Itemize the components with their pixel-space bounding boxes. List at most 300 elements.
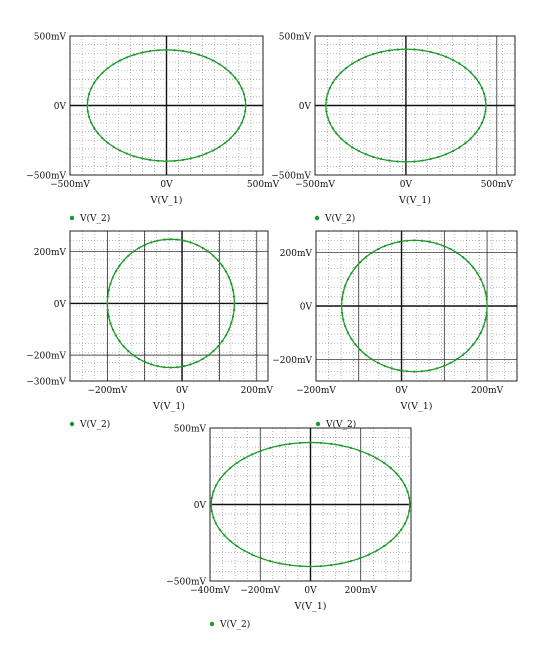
data-point bbox=[132, 354, 134, 356]
y-tick-label: −500mV bbox=[166, 577, 206, 588]
data-point bbox=[88, 116, 90, 118]
data-point bbox=[228, 328, 230, 330]
data-point bbox=[101, 72, 103, 74]
data-point bbox=[342, 319, 344, 321]
data-point bbox=[372, 53, 374, 55]
data-point bbox=[371, 358, 373, 360]
x-tick-label: −400mV bbox=[190, 586, 230, 596]
data-point bbox=[472, 343, 474, 345]
data-point bbox=[230, 282, 232, 284]
data-point bbox=[123, 259, 125, 261]
data-point bbox=[450, 362, 452, 364]
data-point bbox=[483, 93, 485, 95]
y-tick-label: −500mV bbox=[271, 171, 311, 182]
data-point bbox=[398, 241, 400, 243]
data-point bbox=[97, 132, 99, 134]
data-point bbox=[443, 245, 445, 247]
data-point bbox=[211, 497, 213, 499]
y-tick-label: 200mV bbox=[279, 248, 312, 259]
data-point bbox=[234, 77, 236, 79]
x-tick-label: 200mV bbox=[470, 386, 504, 396]
data-point bbox=[215, 523, 217, 525]
data-point bbox=[243, 549, 245, 551]
data-point bbox=[336, 76, 338, 78]
data-point bbox=[202, 358, 204, 360]
data-point bbox=[108, 316, 110, 318]
data-point bbox=[380, 51, 382, 53]
chart-panel-5 bbox=[166, 425, 411, 631]
data-point bbox=[170, 238, 172, 240]
data-point bbox=[344, 325, 346, 327]
data-point bbox=[229, 137, 231, 139]
data-point bbox=[229, 540, 231, 542]
data-point bbox=[482, 325, 484, 327]
data-point bbox=[462, 256, 464, 258]
legend-marker bbox=[70, 422, 74, 426]
data-point bbox=[144, 361, 146, 363]
x-axis-title: V(V_1) bbox=[399, 195, 431, 206]
data-point bbox=[430, 51, 432, 53]
data-point bbox=[243, 457, 245, 459]
legend-label: V(V_2) bbox=[326, 420, 357, 430]
data-point bbox=[182, 159, 184, 161]
data-point bbox=[437, 156, 439, 158]
data-point bbox=[260, 557, 262, 559]
data-point bbox=[388, 49, 390, 51]
data-point bbox=[452, 150, 454, 152]
data-point bbox=[358, 59, 360, 61]
legend-label: V(V_2) bbox=[80, 214, 111, 224]
data-point bbox=[486, 305, 488, 307]
data-point bbox=[132, 250, 134, 252]
data-point bbox=[225, 270, 227, 272]
data-point bbox=[115, 270, 117, 272]
data-point bbox=[141, 52, 143, 54]
y-tick-label: −200mV bbox=[272, 356, 312, 367]
data-point bbox=[467, 349, 469, 351]
data-point bbox=[380, 158, 382, 160]
data-point bbox=[244, 99, 246, 101]
data-point bbox=[212, 59, 214, 61]
data-point bbox=[329, 122, 331, 124]
data-point bbox=[340, 137, 342, 139]
data-point bbox=[365, 256, 367, 258]
y-tick-label: 500mV bbox=[278, 32, 311, 43]
data-point bbox=[309, 565, 311, 567]
data-point bbox=[207, 354, 209, 356]
data-point bbox=[279, 562, 281, 564]
data-point bbox=[340, 562, 342, 564]
data-point bbox=[368, 554, 370, 556]
data-point bbox=[413, 239, 415, 241]
data-point bbox=[400, 478, 402, 480]
data-point bbox=[106, 302, 108, 304]
data-point bbox=[269, 560, 271, 562]
data-point bbox=[190, 157, 192, 159]
data-point bbox=[325, 110, 327, 112]
data-point bbox=[480, 332, 482, 334]
data-point bbox=[233, 296, 235, 298]
data-point bbox=[183, 365, 185, 367]
x-tick-label: −200mV bbox=[87, 386, 128, 396]
data-point bbox=[149, 159, 151, 161]
data-point bbox=[299, 442, 301, 444]
data-point bbox=[190, 52, 192, 54]
data-point bbox=[341, 312, 343, 314]
data-point bbox=[398, 369, 400, 371]
data-point bbox=[327, 116, 329, 118]
data-point bbox=[365, 153, 367, 155]
data-point bbox=[182, 50, 184, 52]
data-point bbox=[93, 127, 95, 129]
data-point bbox=[470, 137, 472, 139]
x-tick-label: −200mV bbox=[240, 586, 281, 596]
x-axis-title: V(V_1) bbox=[153, 401, 185, 412]
data-point bbox=[217, 345, 219, 347]
data-point bbox=[481, 87, 483, 89]
data-point bbox=[476, 338, 478, 340]
data-point bbox=[359, 557, 361, 559]
data-point bbox=[157, 365, 159, 367]
data-point bbox=[365, 354, 367, 356]
chart-panel-2 bbox=[271, 33, 515, 225]
data-point bbox=[421, 159, 423, 161]
data-point bbox=[225, 334, 227, 336]
data-point bbox=[112, 328, 114, 330]
data-point bbox=[109, 282, 111, 284]
x-tick-label: 500mV bbox=[246, 180, 280, 190]
y-tick-label: 0V bbox=[53, 102, 66, 112]
data-point bbox=[174, 160, 176, 162]
y-tick-label: 200mV bbox=[33, 248, 66, 259]
data-point bbox=[456, 358, 458, 360]
data-point bbox=[245, 104, 247, 106]
data-point bbox=[107, 309, 109, 311]
data-point bbox=[377, 248, 379, 250]
data-point bbox=[126, 56, 128, 58]
data-point bbox=[486, 312, 488, 314]
data-point bbox=[112, 276, 114, 278]
data-point bbox=[428, 369, 430, 371]
data-point bbox=[345, 67, 347, 69]
x-tick-label: 0V bbox=[304, 586, 317, 596]
y-tick-label: 0V bbox=[193, 501, 206, 511]
data-point bbox=[371, 252, 373, 254]
data-point bbox=[163, 366, 165, 368]
data-point bbox=[218, 63, 220, 65]
data-point bbox=[88, 93, 90, 95]
data-point bbox=[218, 146, 220, 148]
data-point bbox=[359, 261, 361, 263]
y-tick-label: 500mV bbox=[173, 424, 206, 435]
data-point bbox=[376, 457, 378, 459]
data-point bbox=[476, 272, 478, 274]
data-point bbox=[486, 298, 488, 300]
data-point bbox=[351, 146, 353, 148]
data-point bbox=[325, 104, 327, 106]
data-point bbox=[133, 54, 135, 56]
data-point bbox=[372, 156, 374, 158]
data-point bbox=[480, 278, 482, 280]
y-tick-label: 500mV bbox=[33, 32, 66, 43]
data-point bbox=[408, 497, 410, 499]
data-point bbox=[107, 296, 109, 298]
data-point bbox=[133, 155, 135, 157]
y-tick-label: −200mV bbox=[26, 351, 66, 362]
data-point bbox=[109, 322, 111, 324]
data-point bbox=[112, 63, 114, 65]
data-point bbox=[101, 137, 103, 139]
data-point bbox=[144, 244, 146, 246]
data-point bbox=[299, 565, 301, 567]
data-point bbox=[413, 160, 415, 162]
data-point bbox=[243, 93, 245, 95]
data-point bbox=[474, 133, 476, 135]
data-point bbox=[230, 322, 232, 324]
data-point bbox=[421, 49, 423, 51]
data-point bbox=[408, 510, 410, 512]
x-axis-title: V(V_1) bbox=[400, 401, 433, 412]
data-point bbox=[359, 450, 361, 452]
data-point bbox=[196, 244, 198, 246]
data-point bbox=[390, 467, 392, 469]
data-point bbox=[232, 289, 234, 291]
data-point bbox=[436, 242, 438, 244]
data-point bbox=[251, 453, 253, 455]
x-tick-label: 0V bbox=[160, 180, 173, 190]
data-point bbox=[365, 56, 367, 58]
data-point bbox=[458, 146, 460, 148]
data-point bbox=[289, 443, 291, 445]
data-point bbox=[383, 545, 385, 547]
data-point bbox=[450, 248, 452, 250]
data-point bbox=[330, 564, 332, 566]
data-point bbox=[484, 110, 486, 112]
data-point bbox=[289, 564, 291, 566]
data-point bbox=[484, 291, 486, 293]
data-point bbox=[123, 345, 125, 347]
data-point bbox=[210, 503, 212, 505]
data-point bbox=[93, 82, 95, 84]
data-point bbox=[485, 104, 487, 106]
data-point bbox=[223, 472, 225, 474]
data-point bbox=[260, 450, 262, 452]
data-point bbox=[157, 160, 159, 162]
data-point bbox=[347, 278, 349, 280]
data-point bbox=[251, 554, 253, 556]
data-point bbox=[107, 67, 109, 69]
data-point bbox=[464, 142, 466, 144]
x-tick-label: 0V bbox=[175, 386, 189, 396]
data-point bbox=[127, 255, 129, 257]
data-point bbox=[345, 142, 347, 144]
data-point bbox=[229, 467, 231, 469]
data-point bbox=[238, 127, 240, 129]
data-point bbox=[436, 367, 438, 369]
chart-panel-4 bbox=[272, 231, 517, 430]
data-point bbox=[243, 116, 245, 118]
chart-panel-1 bbox=[26, 33, 279, 225]
legend-marker bbox=[70, 216, 74, 220]
data-point bbox=[404, 523, 406, 525]
data-point bbox=[229, 72, 231, 74]
data-point bbox=[176, 366, 178, 368]
y-tick-label: −500mV bbox=[26, 171, 66, 182]
data-point bbox=[205, 56, 207, 58]
data-point bbox=[354, 266, 356, 268]
data-point bbox=[400, 529, 402, 531]
data-point bbox=[456, 252, 458, 254]
data-point bbox=[320, 442, 322, 444]
y-tick-label: 0V bbox=[298, 102, 311, 112]
data-point bbox=[223, 534, 225, 536]
data-point bbox=[383, 462, 385, 464]
data-point bbox=[219, 529, 221, 531]
data-point bbox=[350, 338, 352, 340]
data-point bbox=[336, 133, 338, 135]
data-point bbox=[350, 560, 352, 562]
data-point bbox=[118, 265, 120, 267]
data-point bbox=[368, 453, 370, 455]
data-point bbox=[157, 49, 159, 51]
data-point bbox=[241, 87, 243, 89]
x-tick-label: 0V bbox=[395, 386, 408, 396]
data-point bbox=[462, 354, 464, 356]
legend-marker bbox=[315, 216, 319, 220]
data-point bbox=[196, 361, 198, 363]
y-tick-label: −300mV bbox=[26, 377, 66, 388]
x-tick-label: −500mV bbox=[295, 180, 335, 190]
data-point bbox=[354, 343, 356, 345]
data-point bbox=[212, 350, 214, 352]
data-point bbox=[478, 82, 480, 84]
data-point bbox=[205, 153, 207, 155]
data-point bbox=[376, 549, 378, 551]
data-point bbox=[189, 363, 191, 365]
x-tick-label: 200mV bbox=[240, 386, 273, 396]
data-point bbox=[149, 50, 151, 52]
data-point bbox=[211, 510, 213, 512]
data-point bbox=[341, 305, 343, 307]
data-point bbox=[150, 241, 152, 243]
data-point bbox=[212, 255, 214, 257]
data-point bbox=[421, 370, 423, 372]
data-point bbox=[176, 239, 178, 241]
data-point bbox=[421, 240, 423, 242]
data-point bbox=[241, 122, 243, 124]
data-point bbox=[212, 516, 214, 518]
data-point bbox=[391, 242, 393, 244]
data-point bbox=[332, 127, 334, 129]
data-point bbox=[198, 155, 200, 157]
data-point bbox=[234, 132, 236, 134]
data-point bbox=[238, 82, 240, 84]
data-point bbox=[198, 54, 200, 56]
data-point bbox=[330, 443, 332, 445]
data-point bbox=[87, 110, 89, 112]
data-point bbox=[484, 99, 486, 101]
data-point bbox=[233, 309, 235, 311]
data-point bbox=[483, 116, 485, 118]
data-point bbox=[107, 142, 109, 144]
x-tick-label: 0V bbox=[399, 180, 413, 190]
data-point bbox=[327, 93, 329, 95]
data-point bbox=[232, 316, 234, 318]
data-point bbox=[87, 99, 89, 101]
x-tick-label: 500mV bbox=[480, 180, 513, 190]
x-axis-title: V(V_1) bbox=[294, 601, 327, 612]
data-point bbox=[341, 298, 343, 300]
legend-label: V(V_2) bbox=[220, 620, 251, 630]
legend-label: V(V_2) bbox=[325, 214, 356, 224]
data-point bbox=[359, 349, 361, 351]
data-point bbox=[86, 104, 88, 106]
data-point bbox=[390, 540, 392, 542]
data-point bbox=[340, 444, 342, 446]
x-tick-label: −500mV bbox=[50, 180, 90, 190]
data-point bbox=[413, 48, 415, 50]
data-point bbox=[90, 87, 92, 89]
legend-label: V(V_2) bbox=[80, 420, 111, 430]
data-point bbox=[445, 153, 447, 155]
data-point bbox=[445, 56, 447, 58]
data-point bbox=[384, 245, 386, 247]
data-point bbox=[332, 82, 334, 84]
data-point bbox=[347, 332, 349, 334]
data-point bbox=[340, 71, 342, 73]
data-point bbox=[212, 491, 214, 493]
data-point bbox=[108, 289, 110, 291]
data-point bbox=[269, 447, 271, 449]
data-point bbox=[119, 59, 121, 61]
data-point bbox=[358, 150, 360, 152]
data-point bbox=[127, 350, 129, 352]
data-point bbox=[138, 358, 140, 360]
data-point bbox=[467, 261, 469, 263]
data-point bbox=[395, 534, 397, 536]
data-point bbox=[170, 366, 172, 368]
data-point bbox=[221, 340, 223, 342]
data-point bbox=[141, 157, 143, 159]
data-point bbox=[138, 247, 140, 249]
data-point bbox=[437, 53, 439, 55]
data-point bbox=[325, 99, 327, 101]
data-point bbox=[405, 161, 407, 163]
data-point bbox=[404, 484, 406, 486]
data-point bbox=[344, 285, 346, 287]
data-point bbox=[350, 447, 352, 449]
data-point bbox=[395, 472, 397, 474]
data-point bbox=[413, 371, 415, 373]
data-point bbox=[118, 340, 120, 342]
data-point bbox=[217, 259, 219, 261]
data-point bbox=[221, 265, 223, 267]
data-point bbox=[478, 127, 480, 129]
data-point bbox=[405, 48, 407, 50]
data-point bbox=[165, 49, 167, 51]
data-point bbox=[350, 272, 352, 274]
data-point bbox=[351, 63, 353, 65]
data-point bbox=[165, 160, 167, 162]
data-point bbox=[174, 49, 176, 51]
x-axis-title: V(V_1) bbox=[150, 195, 183, 206]
x-tick-label: 200mV bbox=[344, 586, 377, 596]
data-point bbox=[320, 565, 322, 567]
data-point bbox=[458, 63, 460, 65]
data-point bbox=[428, 241, 430, 243]
data-point bbox=[391, 367, 393, 369]
data-point bbox=[482, 285, 484, 287]
